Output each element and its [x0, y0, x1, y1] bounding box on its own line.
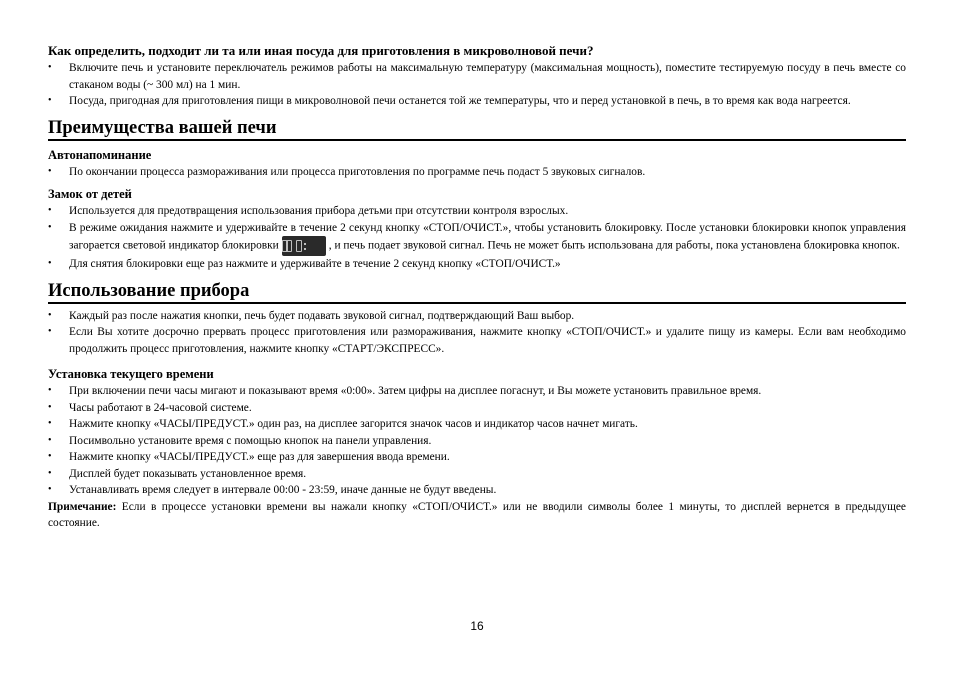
list-item: • По окончании процесса размораживания или процесса приготовления по программе печь подаст 5 звуковых сигналов. [48, 164, 906, 181]
list-item: • Устанавливать время следует в интервале 00:00 - 23:59, иначе данные не будут введены. [48, 482, 906, 499]
clock-note [48, 499, 906, 532]
list-item: • Для снятия блокировки еще раз нажмите и удерживайте в течение 2 секунд кнопку «СТОП/ОЧИСТ.» [48, 256, 906, 273]
child-lock-list [48, 203, 906, 273]
list-item: • Часы работают в 24-часовой системе. [48, 400, 906, 417]
list-item: • Посимвольно установите время с помощью кнопок на панели управления. [48, 433, 906, 450]
list-item: • Нажмите кнопку «ЧАСЫ/ПРЕДУСТ.» один раз, на дисплее загорится значок часов и индикатор часов начнет мигать. [48, 416, 906, 433]
list-item: • Если Вы хотите досрочно прервать процесс приготовления или размораживания, нажмите кнопку «СТОП/ОЧИСТ.» и удалите пищу из камеры. Если вам необходимо продолжить процесс приготовления, нажмите кнопку «СТАРТ/ЭКСПРЕСС». [48, 324, 906, 357]
lock-indicator-display-icon [282, 236, 326, 256]
dish-check-title: Как определить, подходит ли та или иная посуда для приготовления в микроволновой печи? [48, 43, 594, 58]
reminder-heading: Автонапоминание [48, 147, 152, 162]
list-item: • Каждый раз после нажатия кнопки, печь будет подавать звуковой сигнал, подтверждающий Ваш выбор. [48, 308, 906, 325]
usage-heading: Использование прибора [48, 280, 906, 304]
clock-heading: Установка текущего времени [48, 367, 214, 381]
child-lock-text-before: В режиме ожидания нажмите и удерживайте в течение 2 секунд кнопку «СТОП/ОЧИСТ.», чтобы установить блокировку. После установки блокировки кнопок управления загорается световой индикатор блокировки [69, 221, 906, 252]
clock-list [48, 383, 906, 499]
dish-check-list [48, 60, 906, 110]
list-item: • Используется для предотвращения использования прибора детьми при отсутствии контроля взрослых. [48, 203, 906, 220]
list-item: • При включении печи часы мигают и показывают время «0:00». Затем цифры на дисплее погаснут, и Вы можете установить правильное время. [48, 383, 906, 400]
list-item: • Дисплей будет показывать установленное время. [48, 466, 906, 483]
page-content [48, 42, 906, 532]
note-label: Примечание: [48, 500, 117, 513]
usage-list [48, 308, 906, 358]
reminder-list [48, 164, 906, 181]
list-item: • Нажмите кнопку «ЧАСЫ/ПРЕДУСТ.» еще раз для завершения ввода времени. [48, 449, 906, 466]
child-lock-text-after: , и печь подает звуковой сигнал. Печь не может быть использована для работы, пока установлена блокировка кнопок. [328, 239, 900, 252]
child-lock-heading: Замок от детей [48, 187, 132, 201]
advantages-heading: Преимущества вашей печи [48, 117, 906, 141]
list-item: • Включите печь и установите переключатель режимов работы на максимальную температуру (максимальная мощность), поместите тестируемую посуду в печь вместе со стаканом воды (~ 300 мл) на 1 мин. [48, 60, 906, 93]
note-text: Если в процессе установки времени вы нажали кнопку «СТОП/ОЧИСТ.» или не вводили символы более 1 минуты, то дисплей вернется в предыдущее состояние. [48, 500, 906, 529]
page-number: 16 [470, 619, 484, 633]
list-item [48, 220, 906, 257]
list-item: • Посуда, пригодная для приготовления пищи в микроволновой печи останется той же температуры, что и перед установкой в печь, в то время как вода нагреется. [48, 93, 906, 110]
